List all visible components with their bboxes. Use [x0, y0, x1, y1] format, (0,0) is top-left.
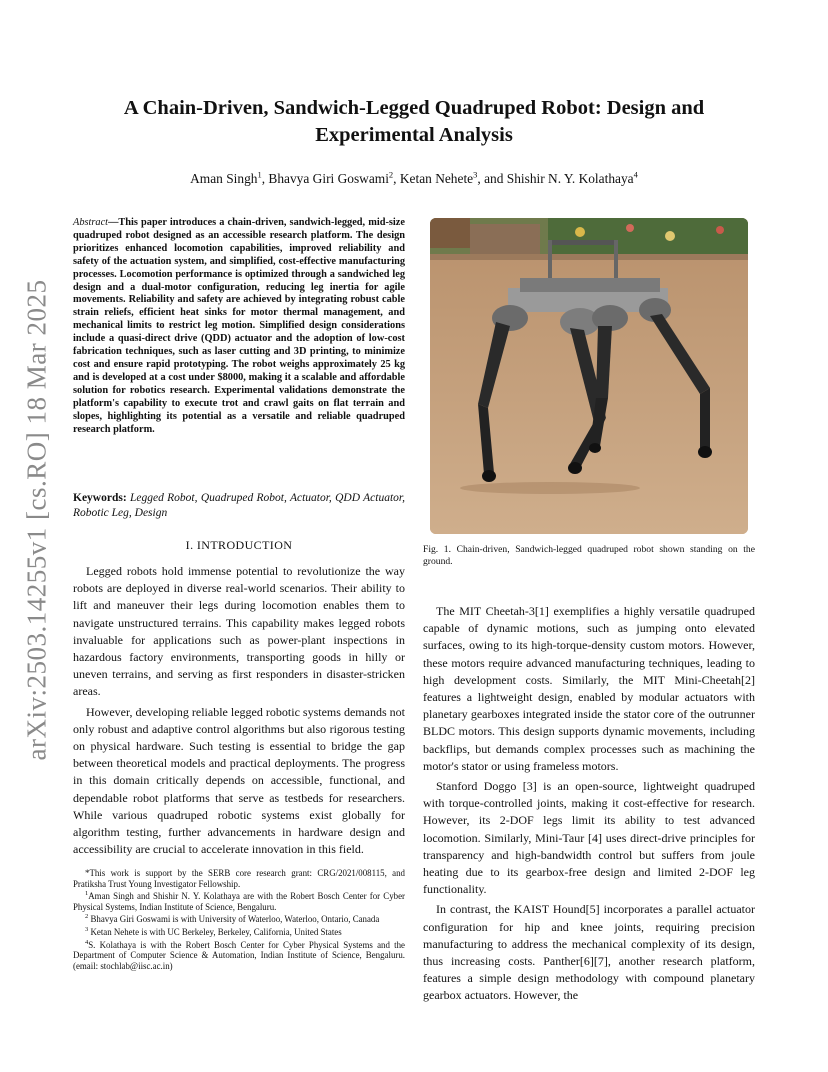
- footnote-text: S. Kolathaya is with the Robert Bosch Center for Cyber Physical Systems and the Department of Computer Science & Automation, Indian Institute of Science, Bengaluru. (email: stochlab@iisc.ac.in): [73, 939, 405, 971]
- keywords-lead: Keywords:: [73, 492, 127, 504]
- author-affiliation-mark: 4: [633, 169, 638, 180]
- footnote-mark: 4: [85, 938, 89, 946]
- author-affiliation-mark: 2: [388, 169, 394, 180]
- author: Shishir N. Y. Kolathaya: [506, 171, 634, 186]
- footnotes: [73, 868, 405, 973]
- right-column-body: [423, 603, 755, 1005]
- paragraph: Legged robots hold immense potential to revolutionize the way robots are deployed in diverse real-world scenarios. Their ability to lift and maneuver their legs during locomotion enables them to navigate unstructured terrains. This capability makes legged robots invaluable for applications such as power-plant inspections in hazardous factory environments, transporting goods in hilly or uneven terrains, and serving as first responders in disaster-stricken areas.: [73, 564, 405, 699]
- paper-title: [70, 95, 758, 149]
- footnote: [73, 868, 405, 889]
- author-separator: ,: [261, 171, 269, 186]
- keywords: [73, 491, 405, 521]
- footnote-text: Bhavya Giri Goswami is with University of Waterloo, Waterloo, Ontario, Canada: [88, 914, 380, 925]
- author-separator: ,: [393, 171, 400, 186]
- author: Ketan Nehete: [399, 171, 474, 186]
- keywords-text: Legged Robot, Quadruped Robot, Actuator, QDD Actuator, Robotic Leg, Design: [73, 492, 405, 519]
- footnote-mark: 3: [85, 926, 89, 933]
- section-heading-introduction: I. INTRODUCTION: [185, 538, 293, 552]
- footnote-text: *This work is support by the SERB core research grant: CRG/2021/008115, and Pratiksha Trust Young Investigator Fellowship.: [73, 868, 405, 889]
- paragraph: In contrast, the KAIST Hound[5] incorporates a parallel actuator configuration for hip and knee joints, requiring precision manufacturing to address the mechanical complexity of its design, thus increasing costs. Panther[6][7], another research platform, features a simple design methodology with compound planetary gearbox actuators. However, the: [423, 902, 755, 1003]
- footnote: [73, 891, 405, 912]
- paragraph: However, developing reliable legged robotic systems demands not only robust and adaptive control algorithms but also rigorous testing on physical hardware. Such testing is essential to bridge the gap between theoretical models and practical deployments. The progress in this domain critically depends on accessible, functional, and dependable robot platforms that serve as testbeds for researchers. While various quadruped robotic systems exist globally for algorithm testing, further advancements in hardware design and accessibility are crucial to accelerate innovation in this field.: [73, 704, 405, 857]
- footnote: [73, 927, 405, 938]
- title-line-2: Experimental Analysis: [315, 124, 513, 146]
- abstract-lead: Abstract: [73, 217, 109, 228]
- author: Bhavya Giri Goswami: [268, 171, 389, 186]
- title-line-1: A Chain-Driven, Sandwich-Legged Quadruped Robot: Design and: [123, 97, 705, 119]
- author-affiliation-mark: 3: [473, 169, 478, 180]
- author-list: [70, 171, 758, 187]
- robot-photo: [430, 218, 748, 534]
- footnote: [73, 914, 405, 925]
- footnote: [73, 940, 405, 972]
- arxiv-id: arXiv:2503.14255v1 [cs.RO] 18 Mar 2025: [21, 279, 52, 761]
- figure-caption: Fig. 1. Chain-driven, Sandwich-legged quadruped robot shown standing on the ground.: [423, 544, 755, 567]
- paragraph: Stanford Doggo [3] is an open-source, lightweight quadruped with torque-controlled joints, making it cost-effective for research. However, its 2-DOF legs limit its ability to test advanced locomotion. Similarly, Mini-Taur [4] uses direct-drive principles for transparency and high-bandwidth control but suffers from joule heating due to its gearbox-free design and limited 2-DOF leg functionality.: [423, 779, 755, 897]
- abstract: [73, 217, 405, 436]
- arxiv-sidebar-stamp: [17, 280, 57, 760]
- abstract-text: —This paper introduces a chain-driven, sandwich-legged, mid-size quadruped robot designed as an accessible research platform. The design prioritizes enhanced locomotion capabilities, improved reliability and safety of the actuation system, and simplified, cost-effective manufacturing processes. Locomotion performance is optimized through a sandwiched leg design and a dual-motor configuration, reducing leg inertia for agile movements. Reliability and safety are achieved by integrating robust cable strain reliefs, efficient heat sinks for motor thermal management, and mechanical limits to restrict leg motion. Simplified design considerations include a quasi-direct drive (QDD) actuator and the adoption of low-cost fabrication techniques, such as laser cutting and 3D printing, to minimize cost and ensure rapid prototyping. The robot weighs approximately 25 kg and is developed at a cost under $8000, making it a scalable and affordable solution for robotics research. Experimental validations demonstrate the platform's capability to execute trot and crawl gaits on flat terrain and slopes, highlighting its potential as a versatile and reliable quadruped research platform.: [73, 217, 405, 435]
- paragraph: The MIT Cheetah-3[1] exemplifies a highly versatile quadruped capable of dynamic motions, such as jumping onto elevated surfaces, owing to its high-torque-density custom motors. However, these motors require advanced manufacturing techniques, leading to high development costs. Similarly, the MIT Mini-Cheetah[2] features a lightweight design, enabled by modular actuators with planetary gearboxes integrated inside the stator core of the outrunner BLDC motors. This design supports dynamic movements, including backflips, but demands complex processes such as machining the motor's stator or using frameless motors.: [423, 604, 755, 773]
- introduction-body: [73, 563, 405, 858]
- footnote-mark: 2: [85, 913, 89, 921]
- robot-photo-illustration: [430, 218, 748, 534]
- footnote-text: Aman Singh and Shishir N. Y. Kolathaya are with the Robert Bosch Center for Cyber Physical Systems, Indian Institute of Science, Bengaluru.: [73, 891, 405, 912]
- author: Aman Singh: [190, 171, 258, 186]
- author-affiliation-mark: 1: [257, 169, 262, 180]
- footnote-mark: 1: [85, 890, 89, 898]
- footnote-text: Ketan Nehete is with UC Berkeley, Berkeley, California, United States: [88, 926, 342, 937]
- author-separator: , and: [477, 171, 507, 186]
